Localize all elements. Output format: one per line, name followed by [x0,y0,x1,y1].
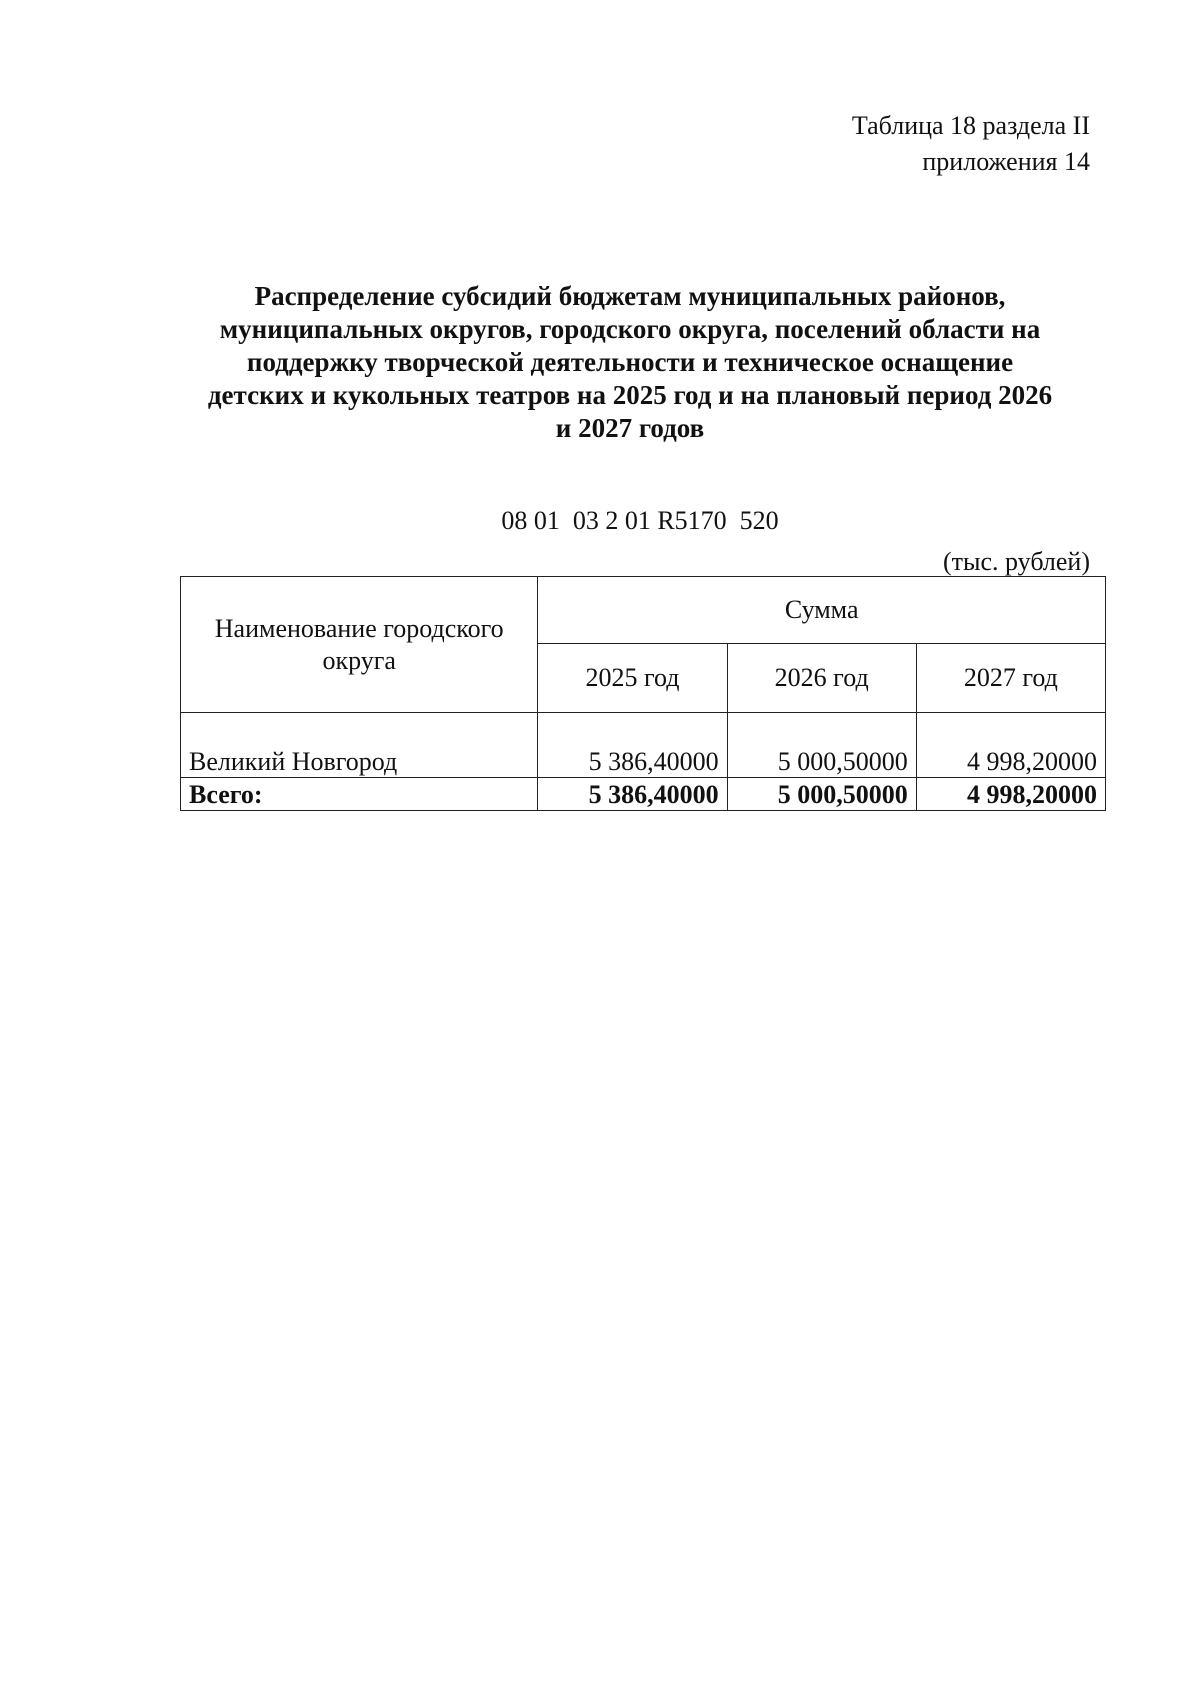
total-value-2026: 5 000,50000 [727,778,916,811]
table-reference-line-2: приложения 14 [922,147,1090,176]
subsidy-table [180,576,1106,811]
title-line-5: и 2027 годов [555,413,705,443]
table-row [181,713,1106,778]
table-reference [852,108,1090,180]
year-header-2025: 2025 год [538,644,727,713]
name-column-header: Наименование городского округа [181,577,538,713]
row-value-2026: 5 000,50000 [727,713,916,778]
document-title [180,280,1080,445]
units-label: (тыс. рублей) [942,547,1090,576]
year-header-2026: 2026 год [727,644,916,713]
title-line-4: детских и кукольных театров на 2025 год и на плановый период 2026 [207,380,1053,410]
title-line-1: Распределение субсидий бюджетам муниципальных районов, [254,281,1006,311]
total-value-2027: 4 998,20000 [916,778,1105,811]
row-name: Великий Новгород [181,713,538,778]
sum-column-header: Сумма [538,577,1106,644]
row-value-2025: 5 386,40000 [538,713,727,778]
row-value-2027: 4 998,20000 [916,713,1105,778]
budget-classification-code: 08 01 03 2 01 R5170 520 [501,506,779,535]
title-line-3: поддержку творческой деятельности и техническое оснащение [246,347,1014,377]
table-header-row [181,577,1106,644]
total-row [181,778,1106,811]
table-reference-line-1: Таблица 18 раздела II [851,111,1090,140]
total-label: Всего: [181,778,538,811]
title-line-2: муниципальных округов, городского округа, поселений области на [219,314,1041,344]
total-value-2025: 5 386,40000 [538,778,727,811]
year-header-2027: 2027 год [916,644,1105,713]
